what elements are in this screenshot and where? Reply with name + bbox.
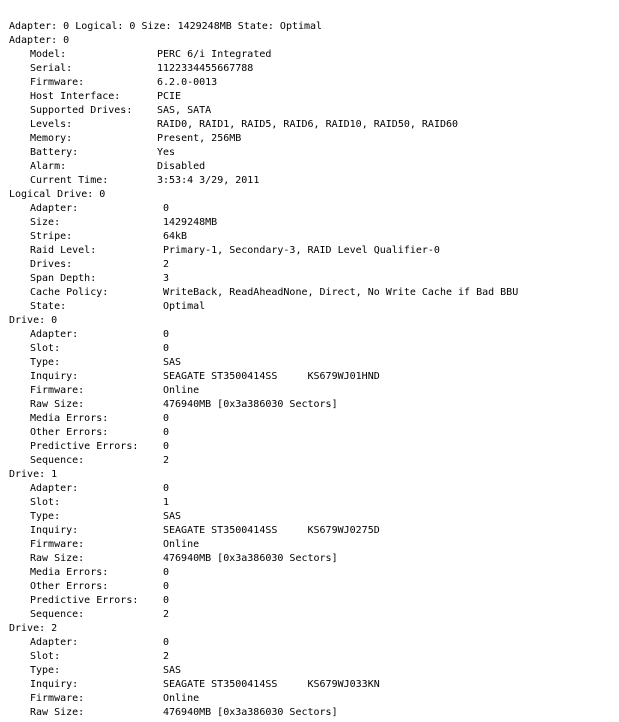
field-label: Cache Policy: <box>30 287 109 298</box>
field-value: Optimal <box>163 301 206 312</box>
field-row <box>9 342 322 356</box>
field-row <box>9 594 322 608</box>
field-row <box>9 510 322 524</box>
field-value: Disabled <box>157 161 206 172</box>
field-value: 2 <box>163 651 170 662</box>
field-value: 0 <box>163 483 170 494</box>
field-row <box>9 300 322 314</box>
field-row <box>9 636 322 650</box>
field-label: Predictive Errors: <box>30 441 139 452</box>
section-header: Logical Drive: 0 <box>9 189 106 200</box>
field-row <box>9 552 338 566</box>
field-row <box>9 90 322 104</box>
field-value: 0 <box>163 413 170 424</box>
section-header: Adapter: 0 <box>9 35 70 46</box>
field-value: WriteBack, ReadAheadNone, Direct, No Write Cache if Bad BBU <box>163 287 519 298</box>
field-value: 0 <box>163 595 170 606</box>
field-row <box>9 538 322 552</box>
field-label: Firmware: <box>30 385 85 396</box>
field-value: Yes <box>157 147 176 158</box>
field-row <box>9 482 322 496</box>
field-value: 0 <box>163 581 170 592</box>
field-label: Raw Size: <box>30 707 85 718</box>
field-value: 0 <box>163 329 170 340</box>
field-value: 0 <box>163 637 170 648</box>
field-value: 0 <box>163 567 170 578</box>
field-label: Adapter: <box>30 329 79 340</box>
field-value: Present, 256MB <box>157 133 242 144</box>
field-label: Memory: <box>30 133 73 144</box>
field-label: Span Depth: <box>30 273 97 284</box>
field-label: State: <box>30 301 67 312</box>
field-value: SAS <box>163 357 182 368</box>
field-label: Model: <box>30 49 67 60</box>
section-block <box>9 314 380 468</box>
field-value: 476940MB [0x3a386030 Sectors] <box>163 399 338 410</box>
field-row <box>9 524 380 538</box>
field-label: Predictive Errors: <box>30 595 139 606</box>
field-row <box>9 426 322 440</box>
field-value: SAS <box>163 665 182 676</box>
field-row <box>9 398 338 412</box>
field-row <box>9 706 338 720</box>
field-value: 2 <box>163 259 170 270</box>
field-value: Primary-1, Secondary-3, RAID Level Qualifier-0 <box>163 245 440 256</box>
field-row <box>9 608 322 622</box>
field-value: 0 <box>163 203 170 214</box>
field-label: Slot: <box>30 343 61 354</box>
field-value: 2 <box>163 455 170 466</box>
field-value: Online <box>163 693 200 704</box>
field-value: 0 <box>163 441 170 452</box>
field-value: 476940MB [0x3a386030 Sectors] <box>163 707 338 718</box>
field-label: Alarm: <box>30 161 67 172</box>
field-label: Supported Drives: <box>30 105 133 116</box>
field-row <box>9 412 322 426</box>
field-value: SEAGATE ST3500414SS KS679WJ0275D <box>163 525 380 536</box>
section-block <box>9 622 380 720</box>
field-value: 1429248MB <box>163 217 218 228</box>
field-value: SAS, SATA <box>157 105 212 116</box>
field-row <box>9 118 459 132</box>
field-value: SAS <box>163 511 182 522</box>
field-value: 3:53:4 3/29, 2011 <box>157 175 260 186</box>
field-row <box>9 496 322 510</box>
field-label: Drives: <box>30 259 73 270</box>
field-label: Inquiry: <box>30 371 79 382</box>
field-row <box>9 216 322 230</box>
field-value: 0 <box>163 427 170 438</box>
field-label: Inquiry: <box>30 525 79 536</box>
field-value: SEAGATE ST3500414SS KS679WJ033KN <box>163 679 380 690</box>
field-label: Inquiry: <box>30 679 79 690</box>
field-label: Host Interface: <box>30 91 121 102</box>
field-label: Type: <box>30 357 61 368</box>
section-block <box>9 34 459 188</box>
field-label: Other Errors: <box>30 581 109 592</box>
field-label: Stripe: <box>30 231 73 242</box>
field-row <box>9 328 322 342</box>
field-row <box>9 48 322 62</box>
field-row <box>9 454 322 468</box>
field-label: Type: <box>30 665 61 676</box>
field-value: SEAGATE ST3500414SS KS679WJ01HND <box>163 371 380 382</box>
section-block <box>9 188 519 314</box>
field-label: Slot: <box>30 497 61 508</box>
field-label: Media Errors: <box>30 413 109 424</box>
console-output <box>9 20 519 720</box>
field-label: Firmware: <box>30 77 85 88</box>
field-value: 2 <box>163 609 170 620</box>
section-block <box>9 468 380 622</box>
field-value: 0 <box>163 343 170 354</box>
field-row <box>9 678 380 692</box>
field-row <box>9 202 322 216</box>
field-value: PCIE <box>157 91 182 102</box>
field-row <box>9 440 322 454</box>
field-label: Sequence: <box>30 455 85 466</box>
field-value: 476940MB [0x3a386030 Sectors] <box>163 553 338 564</box>
section-header: Drive: 0 <box>9 315 58 326</box>
field-row <box>9 286 519 300</box>
field-row <box>9 580 322 594</box>
field-label: Raid Level: <box>30 245 97 256</box>
field-label: Type: <box>30 511 61 522</box>
field-label: Sequence: <box>30 609 85 620</box>
field-row <box>9 76 322 90</box>
field-label: Other Errors: <box>30 427 109 438</box>
field-row <box>9 230 322 244</box>
field-row <box>9 272 322 286</box>
field-row <box>9 384 322 398</box>
field-label: Firmware: <box>30 539 85 550</box>
field-row <box>9 370 380 384</box>
field-value: 1122334455667788 <box>157 63 254 74</box>
field-value: PERC 6/i Integrated <box>157 49 272 60</box>
field-row <box>9 104 322 118</box>
field-label: Adapter: <box>30 483 79 494</box>
field-value: Online <box>163 539 200 550</box>
field-value: RAID0, RAID1, RAID5, RAID6, RAID10, RAID50, RAID60 <box>157 119 459 130</box>
field-value: 64kB <box>163 231 188 242</box>
field-label: Serial: <box>30 63 73 74</box>
field-label: Slot: <box>30 651 61 662</box>
field-value: 3 <box>163 273 170 284</box>
field-label: Media Errors: <box>30 567 109 578</box>
field-row <box>9 258 322 272</box>
field-label: Current Time: <box>30 175 109 186</box>
summary-line: Adapter: 0 Logical: 0 Size: 1429248MB State: Optimal <box>9 21 323 32</box>
field-row <box>9 244 440 258</box>
field-label: Levels: <box>30 119 73 130</box>
field-row <box>9 132 322 146</box>
field-value: 1 <box>163 497 170 508</box>
field-value: 6.2.0-0013 <box>157 77 218 88</box>
field-label: Battery: <box>30 147 79 158</box>
field-row <box>9 146 322 160</box>
field-row <box>9 692 322 706</box>
field-value: Online <box>163 385 200 396</box>
field-row <box>9 174 322 188</box>
field-row <box>9 566 322 580</box>
field-row <box>9 356 322 370</box>
section-header: Drive: 2 <box>9 623 58 634</box>
field-label: Adapter: <box>30 203 79 214</box>
field-label: Adapter: <box>30 637 79 648</box>
section-header: Drive: 1 <box>9 469 58 480</box>
field-row <box>9 650 322 664</box>
field-label: Size: <box>30 217 61 228</box>
sections-container <box>9 34 519 720</box>
field-row <box>9 160 322 174</box>
field-label: Firmware: <box>30 693 85 704</box>
field-label: Raw Size: <box>30 399 85 410</box>
field-row <box>9 62 322 76</box>
field-row <box>9 664 322 678</box>
field-label: Raw Size: <box>30 553 85 564</box>
